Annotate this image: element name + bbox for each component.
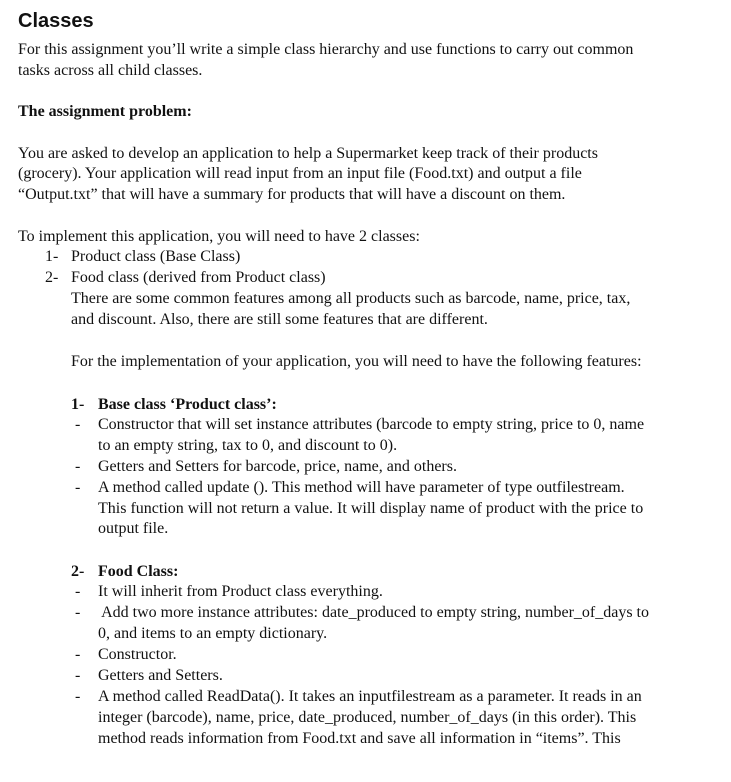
bullet-dash: -: [75, 416, 81, 433]
bullet-text-line: Constructor.: [98, 646, 177, 663]
intro-line: tasks across all child classes.: [18, 62, 203, 79]
common-features-line: There are some common features among all products such as barcode, name, price, tax,: [71, 290, 631, 307]
list-number: 1-: [45, 248, 59, 265]
bullet-text-line: output file.: [98, 520, 169, 537]
bullet-text-line: Getters and Setters for barcode, price, name, and others.: [98, 458, 457, 475]
common-features-line: and discount. Also, there are still some features that are different.: [71, 311, 488, 328]
page-title: Classes: [18, 10, 94, 32]
bullet-text-line: This function will not return a value. It will display name of product with the price to: [98, 500, 644, 517]
bullet-text-line: A method called update (). This method will have parameter of type outfilestream.: [98, 479, 625, 496]
bullet-dash: -: [75, 479, 81, 496]
bullet-text-line: to an empty string, tax to 0, and discount to 0).: [98, 437, 398, 454]
problem-text-line: You are asked to develop an application to help a Supermarket keep track of their products: [18, 145, 598, 162]
list-number: 1-: [71, 396, 85, 413]
food-class-heading: Food Class:: [98, 563, 179, 580]
bullet-text-line: A method called ReadData(). It takes an inputfilestream as a parameter. It reads in an: [98, 688, 642, 705]
bullet-text-line: 0, and items to an empty dictionary.: [98, 625, 328, 642]
intro-line: For this assignment you’ll write a simple class hierarchy and use functions to carry out common: [18, 41, 634, 58]
bullet-dash: -: [75, 458, 81, 475]
bullet-dash: -: [75, 583, 81, 600]
bullet-text-line: It will inherit from Product class everything.: [98, 583, 383, 600]
implementation-features: For the implementation of your application, you will need to have the following features:: [71, 353, 642, 370]
implement-intro: To implement this application, you will need to have 2 classes:: [18, 228, 420, 245]
section-heading: The assignment problem:: [18, 103, 192, 120]
bullet-text-line: method reads information from Food.txt and save all information in “items”. This: [98, 730, 621, 747]
bullet-dash: -: [75, 667, 81, 684]
bullet-text-line: Add two more instance attributes: date_produced to empty string, number_of_days to: [98, 604, 649, 621]
problem-text-line: (grocery). Your application will read input from an input file (Food.txt) and output a file: [18, 165, 582, 182]
base-class-heading: Base class ‘Product class’:: [98, 396, 277, 413]
list-item-text: Food class (derived from Product class): [71, 269, 326, 286]
list-number: 2-: [45, 269, 59, 286]
bullet-text-line: Constructor that will set instance attributes (barcode to empty string, price to 0, name: [98, 416, 645, 433]
problem-text-line: “Output.txt” that will have a summary for products that will have a discount on them.: [18, 186, 566, 203]
bullet-dash: -: [75, 688, 81, 705]
bullet-text-line: integer (barcode), name, price, date_produced, number_of_days (in this order). This: [98, 709, 637, 726]
bullet-text-line: Getters and Setters.: [98, 667, 223, 684]
list-item-text: Product class (Base Class): [71, 248, 241, 265]
bullet-dash: -: [75, 604, 81, 621]
bullet-dash: -: [75, 646, 81, 663]
list-number: 2-: [71, 563, 85, 580]
